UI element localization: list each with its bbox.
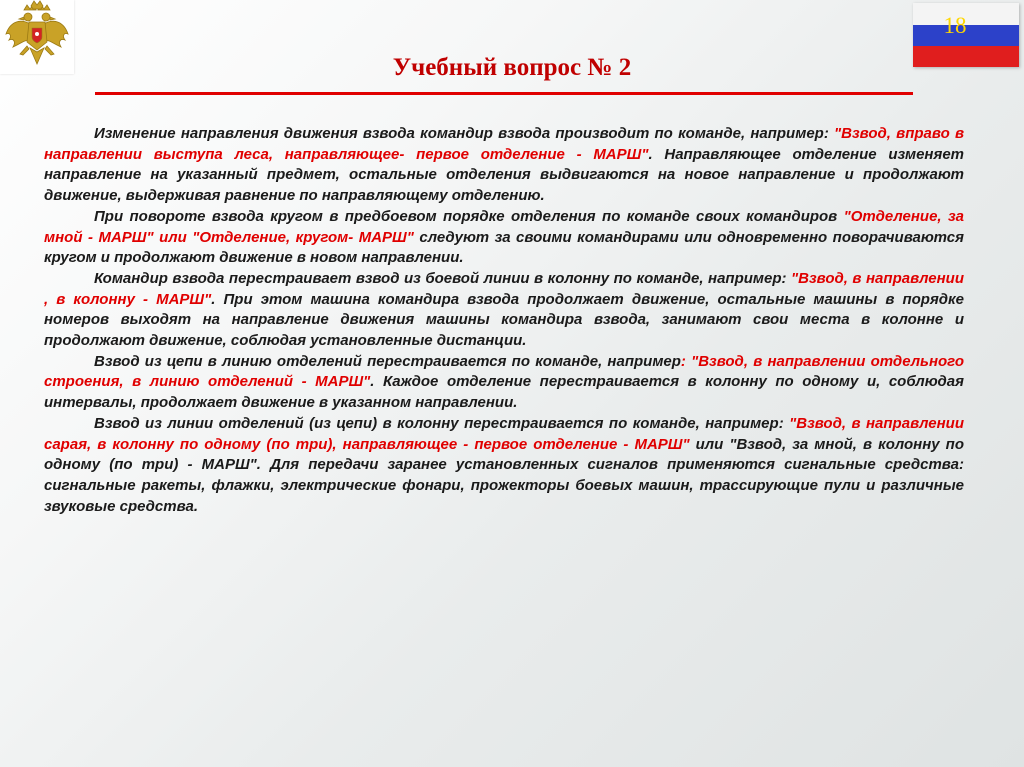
paragraph xyxy=(44,414,964,518)
command-text: "Взвод, вправо в направлении выступа леса, направляющее- первое отделение - МАРШ" xyxy=(44,125,965,163)
command-text: "Взвод, в направлении , в колонну - МАРШ" xyxy=(44,269,964,308)
text-segment: Изменение направления движения взвода командир взвода производит по команде, например: xyxy=(94,125,835,142)
text-segment: При повороте взвода кругом в предбоевом порядке отделения по команде своих командиров xyxy=(94,207,844,225)
paragraph xyxy=(44,269,964,352)
text-segment: Взвод из цепи в линию отделений перестраивается по команде, например xyxy=(94,352,681,370)
text-segment: . Направляющее отделение изменяет направление на указанный предмет, остальные отделения выдвигаются на новое направление и продолжают движение, выдерживая равнение по направляющему отделению. xyxy=(44,145,964,205)
paragraph xyxy=(44,207,964,269)
body-text xyxy=(44,124,964,517)
text-segment: . При этом машина командира взвода продолжает движение, остальные машины в порядке номеров выходят на направление движения машины командира взвода, занимают свои места в колонне и продолжают движение, соблюдая установленные дистанции. xyxy=(44,290,965,350)
paragraph xyxy=(44,124,964,207)
paragraph xyxy=(44,352,964,414)
text-segment: . Каждое отделение перестраивается в колонну по одному и, соблюдая интервалы, продолжает движение в указанном направлении. xyxy=(44,373,964,412)
command-text: "Взвод, в направлении сарая, в колонну по одному (по три), направляющее - первое отделение - МАРШ" xyxy=(44,414,964,453)
text-segment: Взвод из линии отделений (из цепи) в колонну перестраивается по команде, например: xyxy=(94,414,790,432)
slide-number: 18 xyxy=(943,13,967,38)
text-segment: или "Взвод, за мной, в колонну по одному (по три) - МАРШ". Для передачи заранее установленных сигналов применяются сигнальные средства: сигнальные ракеты, флажки, электрические фонари, прожекторы боевых машин, трассирующие пули и различные звуковые средства. xyxy=(44,435,964,515)
title-underline xyxy=(95,92,913,95)
text-segment: Командир взвода перестраивает взвод из боевой линии в колонну по команде, например: xyxy=(94,269,792,287)
text-segment: следуют за своими командирами или одновременно поворачиваются кругом и продолжают движение в новом направлении. xyxy=(44,228,964,267)
slide-title: Учебный вопрос № 2 xyxy=(392,54,632,81)
command-text: "Отделение, за мной - МАРШ" или "Отделение, кругом- МАРШ" xyxy=(44,207,964,246)
command-text: : "Взвод, в направлении отдельного строения, в линию отделений - МАРШ" xyxy=(44,352,964,391)
